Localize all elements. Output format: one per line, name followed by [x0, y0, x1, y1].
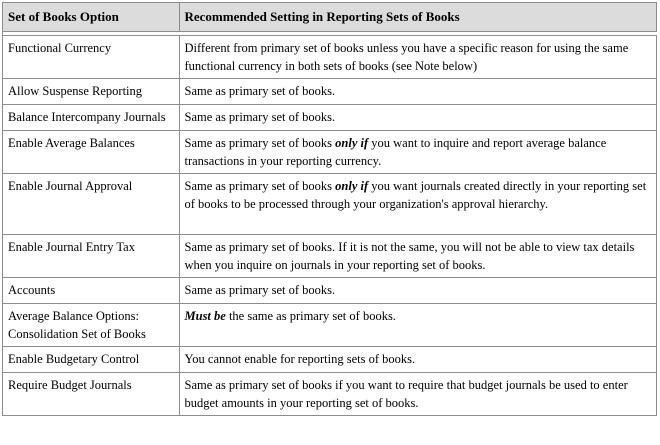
setting-cell	[180, 235, 658, 278]
table-row	[3, 278, 657, 304]
setting-emphasis: only if	[335, 179, 369, 193]
setting-text: Same as primary set of books	[184, 136, 336, 150]
option-cell: Balance Intercompany Journals	[3, 105, 180, 131]
table-row	[3, 347, 657, 373]
option-cell: Average Balance Options: Consolidation Set of Books	[3, 304, 180, 347]
settings-table	[2, 2, 657, 416]
option-cell: Accounts	[3, 278, 180, 304]
setting-text: Same as primary set of books.	[184, 283, 336, 297]
setting-text: Same as primary set of books	[184, 179, 336, 193]
setting-cell	[180, 105, 658, 131]
setting-cell	[180, 174, 658, 235]
setting-text: Different from primary set of books unless you have a specific reason for using the same functional currency in both sets of books (see Note below)	[184, 41, 629, 73]
option-cell: Allow Suspense Reporting	[3, 79, 180, 105]
setting-cell	[180, 304, 658, 347]
setting-emphasis: Must be	[184, 309, 226, 323]
setting-text: the same as primary set of books.	[225, 309, 396, 323]
table-row	[3, 235, 657, 278]
option-cell: Require Budget Journals	[3, 373, 180, 416]
column-header-option: Set of Books Option	[3, 3, 180, 32]
setting-cell	[180, 36, 658, 79]
option-cell: Functional Currency	[3, 36, 180, 79]
setting-emphasis: only if	[335, 136, 369, 150]
table-row	[3, 105, 657, 131]
table-row	[3, 36, 657, 79]
header-row	[3, 3, 657, 32]
setting-text: Same as primary set of books. If it is not the same, you will not be able to view tax details when you inquire on journals in your reporting set of books.	[184, 240, 635, 272]
column-header-setting: Recommended Setting in Reporting Sets of Books	[180, 3, 658, 32]
table-row	[3, 174, 657, 235]
setting-text: you want to inquire and report average balance transactions in your reporting currency.	[184, 136, 607, 168]
table-row	[3, 373, 657, 416]
table-row	[3, 131, 657, 174]
option-cell: Enable Journal Approval	[3, 174, 180, 235]
setting-cell	[180, 347, 658, 373]
setting-cell	[180, 131, 658, 174]
setting-text: You cannot enable for reporting sets of books.	[184, 352, 416, 366]
setting-text: you want journals created directly in your reporting set of books to be processed through your organization's approval hierarchy.	[184, 179, 647, 211]
option-cell: Enable Average Balances	[3, 131, 180, 174]
setting-cell	[180, 278, 658, 304]
setting-text: Same as primary set of books.	[184, 84, 336, 98]
setting-cell	[180, 79, 658, 105]
setting-text: Same as primary set of books.	[184, 110, 336, 124]
setting-text: Same as primary set of books if you want to require that budget journals be used to enter budget amounts in your reporting set of books.	[184, 378, 628, 410]
setting-cell	[180, 373, 658, 416]
table-row	[3, 79, 657, 105]
option-cell: Enable Journal Entry Tax	[3, 235, 180, 278]
table-row	[3, 304, 657, 347]
option-cell: Enable Budgetary Control	[3, 347, 180, 373]
